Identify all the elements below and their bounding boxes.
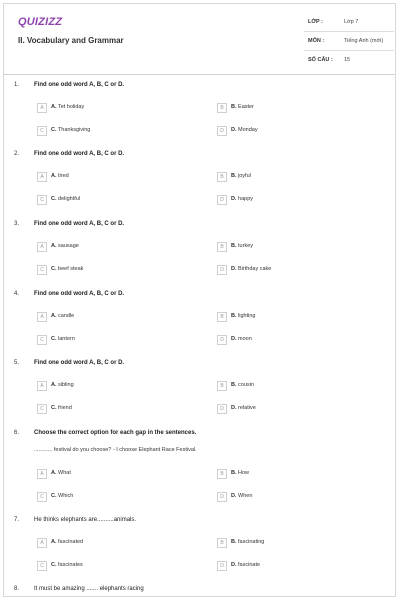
option-text: joyful	[238, 173, 251, 179]
option-text: sausage	[58, 243, 79, 249]
option-text: How	[238, 470, 250, 476]
option-text: candle	[58, 313, 75, 319]
question-number: 2.	[14, 151, 20, 157]
option-box[interactable]: B	[217, 469, 227, 479]
meta-table	[304, 13, 394, 69]
option-box[interactable]: A	[37, 312, 47, 322]
option-letter: A.	[51, 470, 57, 476]
option-box[interactable]: A	[37, 242, 47, 252]
option-box[interactable]: A	[37, 538, 47, 548]
option-letter: C.	[51, 127, 57, 133]
option-letter: B.	[231, 539, 237, 545]
question-number: 7.	[14, 517, 20, 523]
question-text: Find one odd word A, B, C or D.	[34, 221, 125, 227]
option-box[interactable]: A	[37, 103, 47, 113]
option-text: cousin	[238, 382, 254, 388]
option-letter: D.	[231, 493, 237, 499]
option-letter: D.	[231, 266, 237, 272]
option-box[interactable]: C	[37, 195, 47, 205]
quizizz-logo: QUIZIZZ	[18, 16, 63, 28]
option-text: lantern	[58, 336, 75, 342]
option-text: fascinate	[238, 562, 261, 568]
option-letter: B.	[231, 104, 237, 110]
option-box[interactable]: B	[217, 538, 227, 548]
option-text: friend	[58, 405, 72, 411]
option-box[interactable]: B	[217, 381, 227, 391]
worksheet-header	[4, 4, 395, 75]
option-letter: D.	[231, 336, 237, 342]
question-text: He thinks elephants are..........animals.	[34, 517, 137, 523]
option-letter: C.	[51, 493, 57, 499]
option-text: tired	[58, 173, 69, 179]
meta-key: MÔN :	[308, 38, 325, 44]
meta-key: SỐ CÂU :	[308, 57, 333, 63]
option-letter: B.	[231, 470, 237, 476]
option-box[interactable]: C	[37, 404, 47, 414]
option-box[interactable]: B	[217, 312, 227, 322]
option-letter: A.	[51, 173, 57, 179]
meta-key: LỚP :	[308, 19, 323, 25]
option-box[interactable]: D	[217, 195, 227, 205]
option-text: lighting	[238, 313, 256, 319]
option-letter: A.	[51, 313, 57, 319]
meta-value: Tiếng Anh (mới)	[344, 38, 384, 44]
option-text: Easter	[238, 104, 254, 110]
question-number: 5.	[14, 360, 20, 366]
option-box[interactable]: D	[217, 335, 227, 345]
meta-row-class	[304, 13, 394, 32]
option-box[interactable]: D	[217, 265, 227, 275]
option-letter: C.	[51, 562, 57, 568]
option-box[interactable]: B	[217, 172, 227, 182]
option-letter: A.	[51, 243, 57, 249]
worksheet-page	[3, 3, 396, 597]
option-text: Monday	[238, 127, 258, 133]
option-letter: A.	[51, 382, 57, 388]
question-number: 3.	[14, 221, 20, 227]
option-box[interactable]: B	[217, 103, 227, 113]
option-text: What	[58, 470, 71, 476]
meta-row-subject	[304, 32, 394, 51]
option-letter: C.	[51, 196, 57, 202]
option-box[interactable]: D	[217, 404, 227, 414]
option-letter: D.	[231, 127, 237, 133]
question-number: 4.	[14, 291, 20, 297]
option-letter: D.	[231, 562, 237, 568]
option-text: beef steak	[58, 266, 84, 272]
option-box[interactable]: A	[37, 469, 47, 479]
option-box[interactable]: C	[37, 561, 47, 571]
option-text: Thanksgiving	[57, 127, 91, 133]
option-text: Tet holiday	[57, 104, 85, 110]
option-text: Birthday cake	[238, 266, 272, 272]
option-box[interactable]: C	[37, 126, 47, 136]
option-text: When	[238, 493, 253, 499]
option-box[interactable]: B	[217, 242, 227, 252]
question-number: 8.	[14, 586, 20, 592]
question-sentence: ............ festival do you choose? - I choose Elephant Race Festival.	[34, 447, 197, 453]
worksheet-title: II. Vocabulary and Grammar	[18, 36, 124, 45]
option-text: turkey	[238, 243, 254, 249]
option-text: fascinates	[58, 562, 83, 568]
option-box[interactable]: A	[37, 172, 47, 182]
option-text: fascinated	[58, 539, 84, 545]
option-letter: D.	[231, 405, 237, 411]
option-box[interactable]: C	[37, 265, 47, 275]
meta-value: Lớp 7	[344, 19, 359, 25]
option-text: moon	[238, 336, 252, 342]
option-text: sibling	[58, 382, 74, 388]
option-text: relative	[238, 405, 256, 411]
option-letter: B.	[231, 382, 237, 388]
option-letter: D.	[231, 196, 237, 202]
option-text: Which	[58, 493, 74, 499]
option-letter: A.	[51, 104, 57, 110]
option-text: delightful	[58, 196, 81, 202]
option-letter: C.	[51, 266, 57, 272]
option-letter: B.	[231, 243, 237, 249]
meta-row-question-count	[304, 51, 394, 69]
option-letter: C.	[51, 336, 57, 342]
question-text: Find one odd word A, B, C or D.	[34, 151, 125, 157]
option-box[interactable]: C	[37, 335, 47, 345]
option-text: fascinating	[238, 539, 265, 545]
question-text: Find one odd word A, B, C or D.	[34, 291, 125, 297]
option-box[interactable]: C	[37, 492, 47, 502]
option-box[interactable]: D	[217, 561, 227, 571]
option-text: happy	[238, 196, 254, 202]
option-letter: A.	[51, 539, 57, 545]
option-letter: B.	[231, 173, 237, 179]
question-text: It must be amazing ....... elephants racing	[34, 586, 144, 592]
option-box[interactable]: D	[217, 126, 227, 136]
option-box[interactable]: A	[37, 381, 47, 391]
option-box[interactable]: D	[217, 492, 227, 502]
option-letter: C.	[51, 405, 57, 411]
question-number: 1.	[14, 82, 20, 88]
question-text: Choose the correct option for each gap in the sentences.	[34, 430, 197, 436]
meta-value: 15	[344, 57, 351, 63]
question-text: Find one odd word A, B, C or D.	[34, 82, 125, 88]
question-number: 6.	[14, 430, 20, 436]
option-letter: B.	[231, 313, 237, 319]
question-text: Find one odd word A, B, C or D.	[34, 360, 125, 366]
